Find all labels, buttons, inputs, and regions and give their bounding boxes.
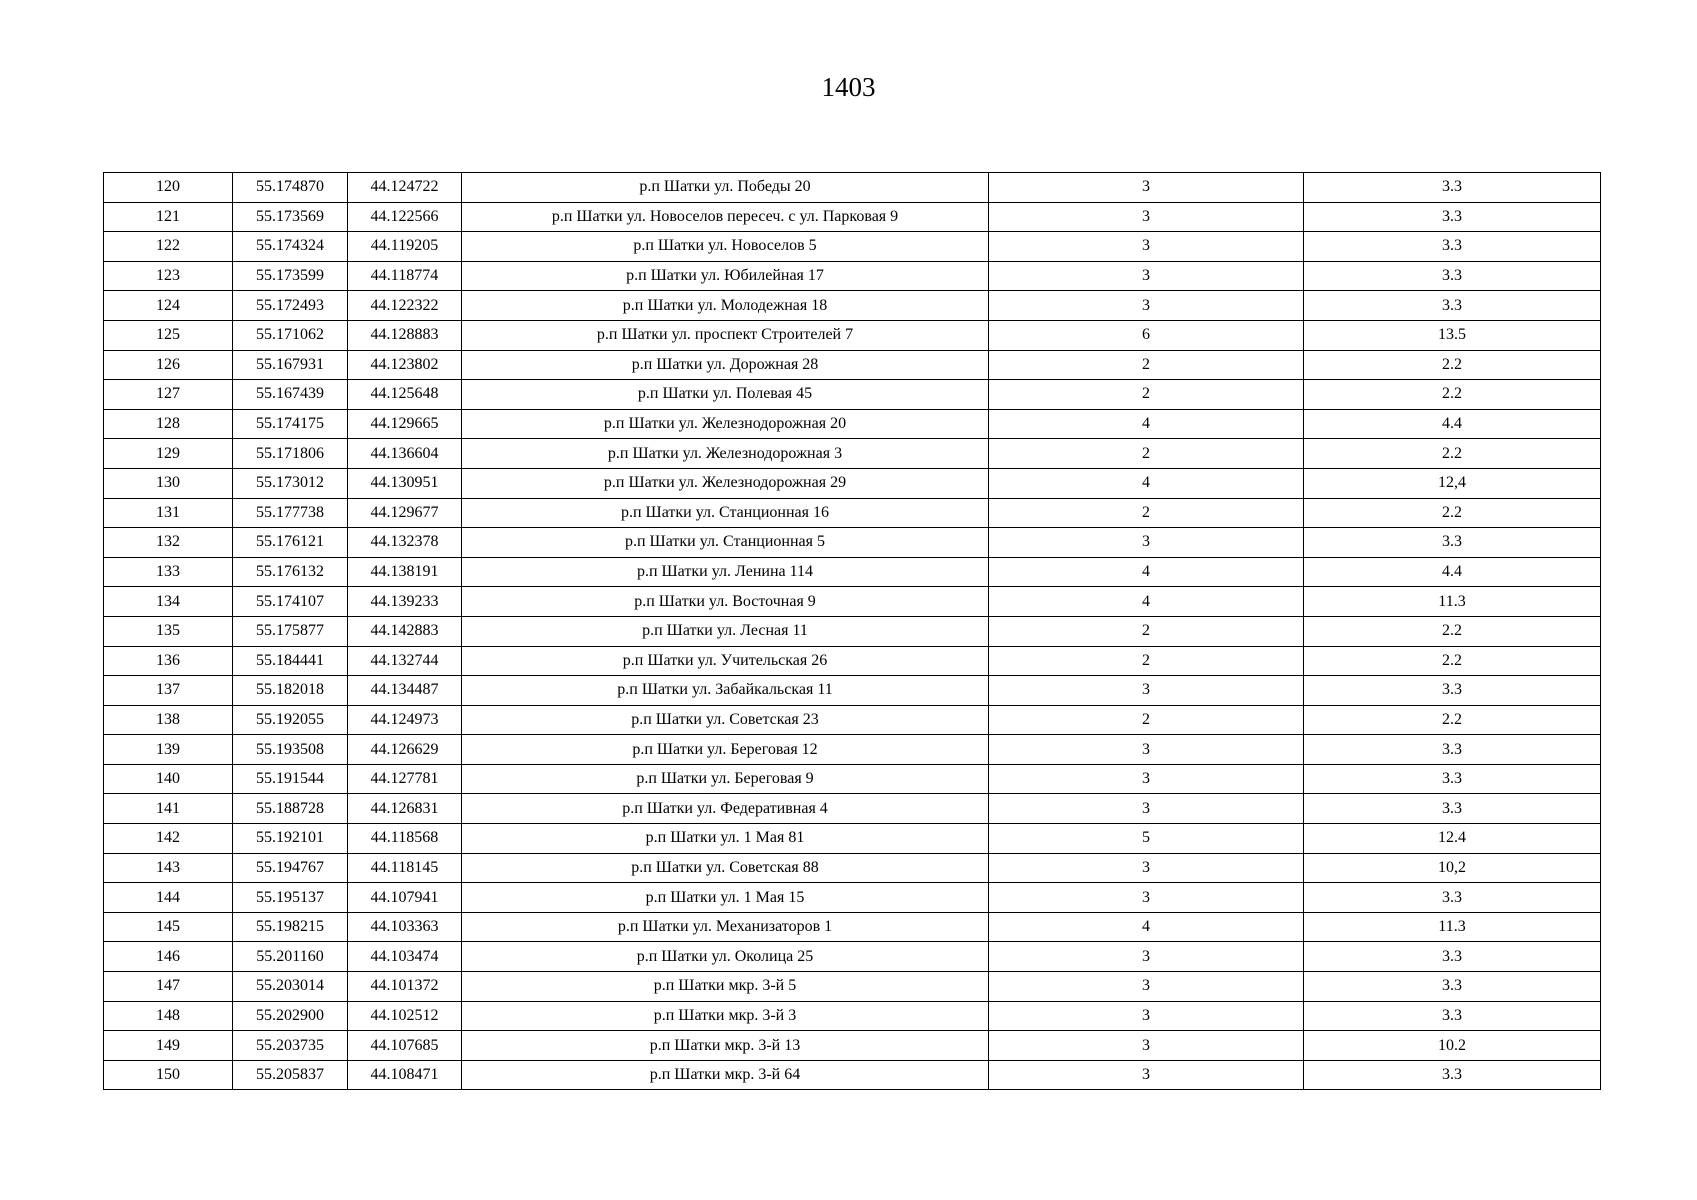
latitude-cell: 55.174324 <box>233 232 348 262</box>
longitude-cell: 44.124973 <box>348 705 462 735</box>
table-row <box>104 646 1601 676</box>
table-row <box>104 616 1601 646</box>
volume-cell: 3.3 <box>1304 528 1601 558</box>
volume-cell: 2.2 <box>1304 646 1601 676</box>
row-number-cell: 123 <box>104 261 233 291</box>
latitude-cell: 55.203014 <box>233 972 348 1002</box>
latitude-cell: 55.172493 <box>233 291 348 321</box>
volume-cell: 3.3 <box>1304 676 1601 706</box>
container-count-cell: 3 <box>989 794 1304 824</box>
container-count-cell: 3 <box>989 1031 1304 1061</box>
address-cell: р.п Шатки ул. Ленина 114 <box>462 557 989 587</box>
table-row <box>104 557 1601 587</box>
address-cell: р.п Шатки ул. Станционная 16 <box>462 498 989 528</box>
latitude-cell: 55.184441 <box>233 646 348 676</box>
longitude-cell: 44.126831 <box>348 794 462 824</box>
row-number-cell: 120 <box>104 173 233 203</box>
latitude-cell: 55.173569 <box>233 202 348 232</box>
address-cell: р.п Шатки ул. 1 Мая 15 <box>462 883 989 913</box>
volume-cell: 11.3 <box>1304 587 1601 617</box>
address-cell: р.п Шатки ул. Забайкальская 11 <box>462 676 989 706</box>
row-number-cell: 127 <box>104 380 233 410</box>
longitude-cell: 44.122566 <box>348 202 462 232</box>
volume-cell: 3.3 <box>1304 735 1601 765</box>
longitude-cell: 44.128883 <box>348 320 462 350</box>
table-row <box>104 232 1601 262</box>
table-row <box>104 380 1601 410</box>
volume-cell: 3.3 <box>1304 202 1601 232</box>
container-count-cell: 2 <box>989 616 1304 646</box>
container-count-cell: 3 <box>989 942 1304 972</box>
table-row <box>104 853 1601 883</box>
latitude-cell: 55.173599 <box>233 261 348 291</box>
container-count-cell: 3 <box>989 1060 1304 1090</box>
row-number-cell: 125 <box>104 320 233 350</box>
table-row <box>104 735 1601 765</box>
longitude-cell: 44.138191 <box>348 557 462 587</box>
latitude-cell: 55.176121 <box>233 528 348 558</box>
latitude-cell: 55.192101 <box>233 824 348 854</box>
table-row <box>104 173 1601 203</box>
address-cell: р.п Шатки ул. Береговая 12 <box>462 735 989 765</box>
latitude-cell: 55.173012 <box>233 468 348 498</box>
latitude-cell: 55.194767 <box>233 853 348 883</box>
address-cell: р.п Шатки ул. Новоселов пересеч. с ул. Парковая 9 <box>462 202 989 232</box>
volume-cell: 4.4 <box>1304 557 1601 587</box>
volume-cell: 3.3 <box>1304 942 1601 972</box>
row-number-cell: 145 <box>104 912 233 942</box>
table-row <box>104 320 1601 350</box>
longitude-cell: 44.102512 <box>348 1001 462 1031</box>
container-count-cell: 3 <box>989 764 1304 794</box>
table-row <box>104 1060 1601 1090</box>
longitude-cell: 44.124722 <box>348 173 462 203</box>
volume-cell: 10.2 <box>1304 1031 1601 1061</box>
longitude-cell: 44.101372 <box>348 972 462 1002</box>
latitude-cell: 55.201160 <box>233 942 348 972</box>
table-row <box>104 409 1601 439</box>
row-number-cell: 141 <box>104 794 233 824</box>
volume-cell: 4.4 <box>1304 409 1601 439</box>
container-count-cell: 2 <box>989 646 1304 676</box>
container-count-cell: 4 <box>989 409 1304 439</box>
latitude-cell: 55.174107 <box>233 587 348 617</box>
row-number-cell: 136 <box>104 646 233 676</box>
table-row <box>104 883 1601 913</box>
container-count-cell: 4 <box>989 587 1304 617</box>
container-count-cell: 3 <box>989 676 1304 706</box>
address-cell: р.п Шатки ул. Полевая 45 <box>462 380 989 410</box>
row-number-cell: 129 <box>104 439 233 469</box>
address-cell: р.п Шатки ул. Береговая 9 <box>462 764 989 794</box>
table-row <box>104 350 1601 380</box>
table-row <box>104 202 1601 232</box>
container-count-cell: 3 <box>989 291 1304 321</box>
row-number-cell: 124 <box>104 291 233 321</box>
longitude-cell: 44.107685 <box>348 1031 462 1061</box>
address-cell: р.п Шатки ул. Победы 20 <box>462 173 989 203</box>
container-count-cell: 2 <box>989 350 1304 380</box>
row-number-cell: 133 <box>104 557 233 587</box>
table-row <box>104 291 1601 321</box>
latitude-cell: 55.182018 <box>233 676 348 706</box>
longitude-cell: 44.139233 <box>348 587 462 617</box>
latitude-cell: 55.198215 <box>233 912 348 942</box>
table-row <box>104 705 1601 735</box>
address-cell: р.п Шатки ул. Лесная 11 <box>462 616 989 646</box>
row-number-cell: 132 <box>104 528 233 558</box>
longitude-cell: 44.103474 <box>348 942 462 972</box>
longitude-cell: 44.118568 <box>348 824 462 854</box>
longitude-cell: 44.119205 <box>348 232 462 262</box>
latitude-cell: 55.191544 <box>233 764 348 794</box>
row-number-cell: 128 <box>104 409 233 439</box>
latitude-cell: 55.188728 <box>233 794 348 824</box>
longitude-cell: 44.118774 <box>348 261 462 291</box>
table-row <box>104 912 1601 942</box>
longitude-cell: 44.132378 <box>348 528 462 558</box>
row-number-cell: 148 <box>104 1001 233 1031</box>
table-row <box>104 764 1601 794</box>
container-count-cell: 3 <box>989 202 1304 232</box>
row-number-cell: 140 <box>104 764 233 794</box>
table-row <box>104 972 1601 1002</box>
volume-cell: 12,4 <box>1304 468 1601 498</box>
container-count-cell: 3 <box>989 883 1304 913</box>
address-cell: р.п Шатки ул. Молодежная 18 <box>462 291 989 321</box>
table-row <box>104 439 1601 469</box>
volume-cell: 2.2 <box>1304 498 1601 528</box>
address-cell: р.п Шатки ул. Железнодорожная 20 <box>462 409 989 439</box>
volume-cell: 3.3 <box>1304 1060 1601 1090</box>
volume-cell: 3.3 <box>1304 232 1601 262</box>
row-number-cell: 134 <box>104 587 233 617</box>
volume-cell: 3.3 <box>1304 1001 1601 1031</box>
registry-table <box>103 172 1601 1090</box>
container-count-cell: 5 <box>989 824 1304 854</box>
address-cell: р.п Шатки мкр. 3-й 3 <box>462 1001 989 1031</box>
container-count-cell: 3 <box>989 853 1304 883</box>
volume-cell: 11.3 <box>1304 912 1601 942</box>
table-row <box>104 942 1601 972</box>
longitude-cell: 44.123802 <box>348 350 462 380</box>
container-count-cell: 4 <box>989 912 1304 942</box>
volume-cell: 3.3 <box>1304 883 1601 913</box>
latitude-cell: 55.192055 <box>233 705 348 735</box>
address-cell: р.п Шатки мкр. 3-й 64 <box>462 1060 989 1090</box>
address-cell: р.п Шатки ул. проспект Строителей 7 <box>462 320 989 350</box>
container-count-cell: 2 <box>989 439 1304 469</box>
longitude-cell: 44.125648 <box>348 380 462 410</box>
container-count-cell: 2 <box>989 498 1304 528</box>
page-number: 1403 <box>821 72 876 102</box>
address-cell: р.п Шатки ул. Станционная 5 <box>462 528 989 558</box>
table-row <box>104 1001 1601 1031</box>
longitude-cell: 44.126629 <box>348 735 462 765</box>
address-cell: р.п Шатки ул. Советская 23 <box>462 705 989 735</box>
row-number-cell: 139 <box>104 735 233 765</box>
table-row <box>104 261 1601 291</box>
container-count-cell: 2 <box>989 380 1304 410</box>
container-count-cell: 3 <box>989 735 1304 765</box>
row-number-cell: 137 <box>104 676 233 706</box>
latitude-cell: 55.176132 <box>233 557 348 587</box>
volume-cell: 12.4 <box>1304 824 1601 854</box>
volume-cell: 2.2 <box>1304 380 1601 410</box>
container-count-cell: 3 <box>989 232 1304 262</box>
longitude-cell: 44.108471 <box>348 1060 462 1090</box>
address-cell: р.п Шатки ул. Советская 88 <box>462 853 989 883</box>
address-cell: р.п Шатки ул. Механизаторов 1 <box>462 912 989 942</box>
table-row <box>104 1031 1601 1061</box>
row-number-cell: 122 <box>104 232 233 262</box>
row-number-cell: 121 <box>104 202 233 232</box>
volume-cell: 3.3 <box>1304 794 1601 824</box>
container-count-cell: 3 <box>989 528 1304 558</box>
row-number-cell: 130 <box>104 468 233 498</box>
volume-cell: 13.5 <box>1304 320 1601 350</box>
row-number-cell: 149 <box>104 1031 233 1061</box>
volume-cell: 2.2 <box>1304 439 1601 469</box>
volume-cell: 3.3 <box>1304 291 1601 321</box>
address-cell: р.п Шатки ул. Железнодорожная 29 <box>462 468 989 498</box>
row-number-cell: 150 <box>104 1060 233 1090</box>
container-count-cell: 3 <box>989 173 1304 203</box>
volume-cell: 2.2 <box>1304 616 1601 646</box>
address-cell: р.п Шатки ул. Околица 25 <box>462 942 989 972</box>
container-count-cell: 4 <box>989 468 1304 498</box>
address-cell: р.п Шатки ул. 1 Мая 81 <box>462 824 989 854</box>
longitude-cell: 44.132744 <box>348 646 462 676</box>
volume-cell: 2.2 <box>1304 705 1601 735</box>
latitude-cell: 55.171062 <box>233 320 348 350</box>
row-number-cell: 138 <box>104 705 233 735</box>
longitude-cell: 44.118145 <box>348 853 462 883</box>
container-count-cell: 2 <box>989 705 1304 735</box>
volume-cell: 3.3 <box>1304 261 1601 291</box>
row-number-cell: 147 <box>104 972 233 1002</box>
row-number-cell: 126 <box>104 350 233 380</box>
latitude-cell: 55.177738 <box>233 498 348 528</box>
longitude-cell: 44.142883 <box>348 616 462 646</box>
row-number-cell: 131 <box>104 498 233 528</box>
registry-table-body <box>104 173 1601 1090</box>
latitude-cell: 55.174175 <box>233 409 348 439</box>
table-row <box>104 498 1601 528</box>
longitude-cell: 44.122322 <box>348 291 462 321</box>
latitude-cell: 55.167439 <box>233 380 348 410</box>
container-count-cell: 3 <box>989 261 1304 291</box>
longitude-cell: 44.103363 <box>348 912 462 942</box>
address-cell: р.п Шатки ул. Юбилейная 17 <box>462 261 989 291</box>
volume-cell: 3.3 <box>1304 764 1601 794</box>
volume-cell: 10,2 <box>1304 853 1601 883</box>
table-row <box>104 587 1601 617</box>
table-row <box>104 468 1601 498</box>
longitude-cell: 44.134487 <box>348 676 462 706</box>
address-cell: р.п Шатки ул. Железнодорожная 3 <box>462 439 989 469</box>
row-number-cell: 146 <box>104 942 233 972</box>
volume-cell: 2.2 <box>1304 350 1601 380</box>
longitude-cell: 44.127781 <box>348 764 462 794</box>
longitude-cell: 44.129677 <box>348 498 462 528</box>
container-count-cell: 4 <box>989 557 1304 587</box>
row-number-cell: 142 <box>104 824 233 854</box>
address-cell: р.п Шатки ул. Новоселов 5 <box>462 232 989 262</box>
address-cell: р.п Шатки ул. Восточная 9 <box>462 587 989 617</box>
latitude-cell: 55.205837 <box>233 1060 348 1090</box>
latitude-cell: 55.167931 <box>233 350 348 380</box>
address-cell: р.п Шатки ул. Федеративная 4 <box>462 794 989 824</box>
longitude-cell: 44.107941 <box>348 883 462 913</box>
table-row <box>104 794 1601 824</box>
latitude-cell: 55.193508 <box>233 735 348 765</box>
address-cell: р.п Шатки ул. Учительская 26 <box>462 646 989 676</box>
address-cell: р.п Шатки мкр. 3-й 5 <box>462 972 989 1002</box>
table-row <box>104 528 1601 558</box>
container-count-cell: 3 <box>989 1001 1304 1031</box>
volume-cell: 3.3 <box>1304 173 1601 203</box>
table-row <box>104 824 1601 854</box>
row-number-cell: 144 <box>104 883 233 913</box>
latitude-cell: 55.174870 <box>233 173 348 203</box>
longitude-cell: 44.136604 <box>348 439 462 469</box>
latitude-cell: 55.202900 <box>233 1001 348 1031</box>
address-cell: р.п Шатки ул. Дорожная 28 <box>462 350 989 380</box>
volume-cell: 3.3 <box>1304 972 1601 1002</box>
latitude-cell: 55.171806 <box>233 439 348 469</box>
row-number-cell: 135 <box>104 616 233 646</box>
latitude-cell: 55.203735 <box>233 1031 348 1061</box>
longitude-cell: 44.130951 <box>348 468 462 498</box>
longitude-cell: 44.129665 <box>348 409 462 439</box>
address-cell: р.п Шатки мкр. 3-й 13 <box>462 1031 989 1061</box>
latitude-cell: 55.195137 <box>233 883 348 913</box>
latitude-cell: 55.175877 <box>233 616 348 646</box>
container-count-cell: 6 <box>989 320 1304 350</box>
container-count-cell: 3 <box>989 972 1304 1002</box>
row-number-cell: 143 <box>104 853 233 883</box>
table-row <box>104 676 1601 706</box>
